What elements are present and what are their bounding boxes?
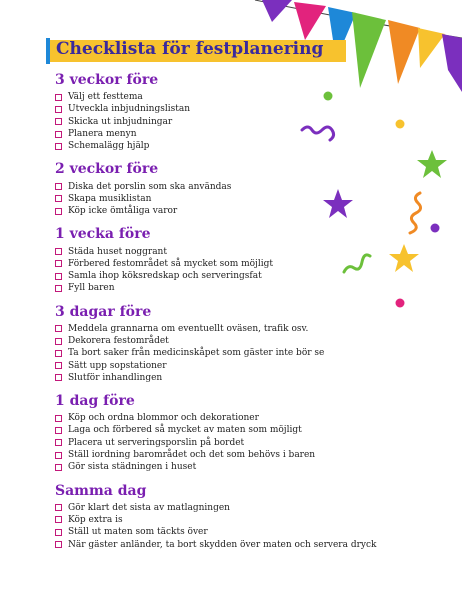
checkbox[interactable] <box>55 208 62 215</box>
checklist-section <box>55 393 375 473</box>
checklist-item-label: Schemalägg hjälp <box>68 141 150 152</box>
checklist-item <box>55 282 375 294</box>
checklist-item-label: Meddela grannarna om eventuellt oväsen, trafik osv. <box>68 323 309 334</box>
checkbox[interactable] <box>55 427 62 434</box>
checkbox[interactable] <box>55 325 62 332</box>
checkbox[interactable] <box>55 374 62 381</box>
checklist-item-label: Slutför inhandlingen <box>68 372 163 383</box>
checkbox[interactable] <box>55 452 62 459</box>
checklist-item-label: Laga och förbered så mycket av maten som möjligt <box>68 425 302 436</box>
confetti-dot-icon <box>396 120 405 129</box>
checklist-item-label: Ta bort saker från medicinskåpet som gäster inte bör se <box>68 348 325 359</box>
pennant-pink-icon <box>294 2 326 40</box>
checkbox[interactable] <box>55 504 62 511</box>
checklist-item-label: Placera ut serveringsporslin på bordet <box>68 437 245 448</box>
checklist-item-label: Dekorera festområdet <box>68 336 169 346</box>
checklist-item <box>55 103 375 115</box>
checkbox[interactable] <box>55 248 62 255</box>
section-heading: 1 vecka före <box>55 226 151 243</box>
checkbox[interactable] <box>55 118 62 125</box>
checklist-item-label: Diska det porslin som ska användas <box>68 181 232 192</box>
checkbox[interactable] <box>55 516 62 523</box>
checkbox[interactable] <box>55 415 62 422</box>
confetti-dot-icon <box>431 224 440 233</box>
checklist-item <box>55 323 375 335</box>
checklist-item-label: Städa huset noggrant <box>68 246 167 257</box>
page-title: Checklista för festplanering <box>56 39 324 59</box>
checklist-item-label: Ställ iordning barområdet och det som behövs i baren <box>68 450 316 461</box>
checkbox[interactable] <box>55 541 62 548</box>
checklist-item <box>55 116 375 128</box>
checkbox[interactable] <box>55 195 62 202</box>
checkbox[interactable] <box>55 183 62 190</box>
section-heading: Samma dag <box>55 482 147 499</box>
confetti-star-icon <box>389 244 419 272</box>
checklist-item-label: Samla ihop köksredskap och serveringsfat <box>68 271 262 282</box>
pennant-orange-icon <box>388 20 420 84</box>
checklist-item-label: Gör sista städningen i huset <box>68 462 197 473</box>
checklist-item-label: Fyll baren <box>68 283 115 294</box>
checklist-item <box>55 140 375 152</box>
checklist-item-label: Skicka ut inbjudningar <box>68 116 173 127</box>
checklist-item <box>55 335 375 347</box>
confetti-swirl-icon <box>410 193 421 233</box>
section-heading: 2 veckor före <box>55 161 159 178</box>
checklist-item <box>55 258 375 270</box>
checklist-item <box>55 245 375 257</box>
section-heading: 1 dag före <box>55 393 135 410</box>
checkbox[interactable] <box>55 529 62 536</box>
checklist-item <box>55 91 375 103</box>
checklist <box>55 72 375 560</box>
checklist-section <box>55 72 375 152</box>
checklist-item-label: Planera menyn <box>68 129 137 140</box>
checkbox[interactable] <box>55 362 62 369</box>
checkbox[interactable] <box>55 464 62 471</box>
checklist-section <box>55 161 375 217</box>
checkbox[interactable] <box>55 273 62 280</box>
checklist-item-label: Skapa musiklistan <box>68 193 152 204</box>
checklist-item <box>55 461 375 473</box>
checklist-item <box>55 205 375 217</box>
checklist-item-label: Förbered festområdet så mycket som möjligt <box>68 258 273 269</box>
checklist-item <box>55 128 375 140</box>
checklist-item-label: Sätt upp sopstationer <box>68 360 167 371</box>
checklist-item-label: Utveckla inbjudningslistan <box>68 104 191 115</box>
checkbox[interactable] <box>55 338 62 345</box>
title-accent <box>46 38 50 64</box>
checkbox[interactable] <box>55 94 62 101</box>
checklist-item <box>55 372 375 384</box>
confetti-dot-icon <box>396 299 405 308</box>
checklist-item <box>55 347 375 359</box>
checkbox[interactable] <box>55 439 62 446</box>
checklist-item <box>55 526 375 538</box>
checklist-item-label: Köp icke ömtåliga varor <box>68 206 178 217</box>
checklist-item <box>55 449 375 461</box>
checklist-item <box>55 437 375 449</box>
checklist-item <box>55 502 375 514</box>
section-heading: 3 dagar före <box>55 303 152 320</box>
title-bar <box>46 40 346 62</box>
checklist-item-label: När gäster anländer, ta bort skydden över maten och servera dryck <box>68 539 377 550</box>
section-heading: 3 veckor före <box>55 72 159 88</box>
pennant-purple-icon <box>262 0 292 22</box>
pennant-yellow-icon <box>418 28 445 68</box>
checklist-item-label: Välj ett festtema <box>68 92 143 103</box>
checkbox[interactable] <box>55 143 62 150</box>
checklist-item-label: Gör klart det sista av matlagningen <box>68 502 230 513</box>
checklist-item <box>55 424 375 436</box>
checkbox[interactable] <box>55 350 62 357</box>
confetti-star-icon <box>417 150 447 178</box>
checkbox[interactable] <box>55 285 62 292</box>
checklist-item <box>55 180 375 192</box>
checklist-item <box>55 514 375 526</box>
checklist-item-label: Köp extra is <box>68 514 123 525</box>
pennant-purple-icon <box>442 34 462 92</box>
checklist-section <box>55 304 375 384</box>
checkbox[interactable] <box>55 106 62 113</box>
checklist-item <box>55 412 375 424</box>
checklist-item-label: Ställ ut maten som täckts över <box>68 527 208 538</box>
checklist-section <box>55 483 375 551</box>
checklist-item <box>55 538 375 550</box>
checkbox[interactable] <box>55 131 62 138</box>
checklist-item-label: Köp och ordna blommor och dekorationer <box>68 413 259 424</box>
checklist-item <box>55 193 375 205</box>
checklist-item <box>55 270 375 282</box>
checklist-item <box>55 359 375 371</box>
checkbox[interactable] <box>55 260 62 267</box>
checklist-section <box>55 226 375 294</box>
